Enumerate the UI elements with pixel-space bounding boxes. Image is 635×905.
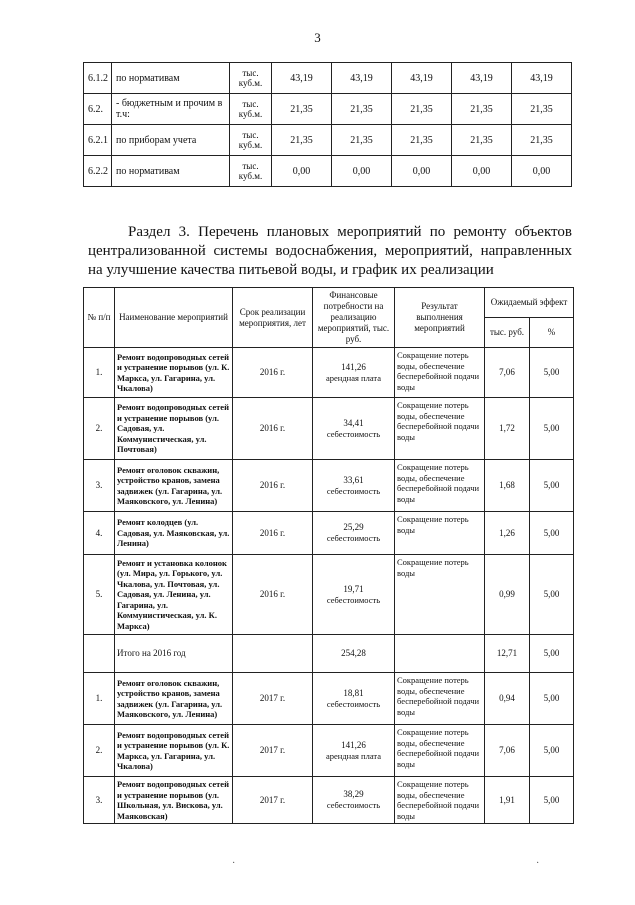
total-pct: 5,00 xyxy=(530,635,574,673)
row-unit: тыс. куб.м. xyxy=(230,156,272,187)
row-value: 0,00 xyxy=(452,156,512,187)
total-empty xyxy=(84,635,115,673)
total-empty xyxy=(395,635,485,673)
measure-name: Ремонт оголовок скважин, устройство кранов, замена задвижек (ул. Гагарина, ул. Маяковского, ул. Ленина) xyxy=(115,460,233,512)
header-term: Срок реализации мероприятия, лет xyxy=(233,288,313,348)
table-row xyxy=(84,673,574,725)
effect-rub: 0,94 xyxy=(485,673,530,725)
measure-number: 4. xyxy=(84,512,115,555)
table-row xyxy=(84,348,574,398)
total-row xyxy=(84,635,574,673)
effect-pct: 5,00 xyxy=(530,348,574,398)
table-row xyxy=(84,460,574,512)
measure-term: 2016 г. xyxy=(233,460,313,512)
row-value: 21,35 xyxy=(272,125,332,156)
table-row xyxy=(84,125,572,156)
finance-amount: 25,29 xyxy=(343,522,364,532)
finance-amount: 19,71 xyxy=(343,583,364,594)
finance-amount: 18,81 xyxy=(343,687,364,698)
measure-result: Сокращение потерь воды, обеспечение бесперебойной подачи воды xyxy=(395,725,485,777)
measure-name: Ремонт водопроводных сетей и устранение порывов (ул. Садовая, ул. Коммунистическая, ул. Почтовая) xyxy=(115,398,233,460)
measures-table xyxy=(83,287,574,824)
measure-number: 1. xyxy=(84,348,115,398)
row-value: 43,19 xyxy=(332,63,392,94)
measure-name: Ремонт и установка колонок (ул. Мира, ул. Горького, ул. Чкалова, ул. Почтовая, ул. Садовая, ул. Ленина, ул. Гагарина, ул. Коммунистическая, ул. К. Маркса) xyxy=(115,555,233,635)
row-value: 21,35 xyxy=(392,94,452,125)
table-row xyxy=(84,777,574,824)
row-value: 21,35 xyxy=(272,94,332,125)
header-effect-rub: тыс. руб. xyxy=(485,318,530,348)
finance-source: арендная плата xyxy=(326,750,381,761)
section-heading: Раздел 3. Перечень плановых мероприятий по ремонту объектов централизованной системы водоснабжения, мероприятий, направленных на улучшение качества питьевой воды, и график их реализации xyxy=(88,224,572,278)
measure-finance xyxy=(313,512,395,555)
measure-number: 3. xyxy=(84,460,115,512)
header-no: № п/п xyxy=(84,288,115,348)
row-value: 43,19 xyxy=(512,63,572,94)
measure-finance xyxy=(313,555,395,635)
measure-term: 2017 г. xyxy=(233,673,313,725)
row-value: 21,35 xyxy=(452,125,512,156)
row-value: 21,35 xyxy=(332,125,392,156)
measure-name: Ремонт колодцев (ул. Садовая, ул. Маяковская, ул. Ленина) xyxy=(115,512,233,555)
table-row xyxy=(84,94,572,125)
row-number: 6.1.2 xyxy=(84,63,112,94)
effect-pct: 5,00 xyxy=(530,460,574,512)
measure-result: Сокращение потерь воды, обеспечение бесперебойной подачи воды xyxy=(395,460,485,512)
row-value: 43,19 xyxy=(452,63,512,94)
total-empty xyxy=(233,635,313,673)
row-number: 6.2. xyxy=(84,94,112,125)
row-number: 6.2.2 xyxy=(84,156,112,187)
row-name: по нормативам xyxy=(112,156,230,187)
measure-name: Ремонт оголовок скважин, устройство кранов, замена задвижек (ул. Гагарина, ул. Маяковского, ул. Ленина) xyxy=(115,673,233,725)
finance-source: себестоимость xyxy=(326,428,381,439)
finance-amount: 34,41 xyxy=(343,417,364,428)
measure-finance xyxy=(313,725,395,777)
finance-source: себестоимость xyxy=(326,800,381,810)
table-row xyxy=(84,512,574,555)
total-rub: 12,71 xyxy=(485,635,530,673)
row-unit: тыс. куб.м. xyxy=(230,125,272,156)
measure-term: 2016 г. xyxy=(233,555,313,635)
header-name: Наименование мероприятий xyxy=(115,288,233,348)
measure-term: 2017 г. xyxy=(233,725,313,777)
page-number: 3 xyxy=(314,30,321,45)
total-label: Итого на 2016 год xyxy=(115,635,233,673)
finance-amount: 141,26 xyxy=(341,361,366,372)
effect-pct: 5,00 xyxy=(530,673,574,725)
measure-finance xyxy=(313,398,395,460)
row-value: 0,00 xyxy=(332,156,392,187)
header-finance: Финансовые потребности на реализацию мероприятий, тыс. руб. xyxy=(313,288,395,348)
measure-number: 2. xyxy=(84,725,115,777)
measure-name: Ремонт водопроводных сетей и устранение порывов (ул. К. Маркса, ул. Гагарина, ул. Чкалова) xyxy=(115,348,233,398)
header-result: Результат выполнения мероприятий xyxy=(395,288,485,348)
finance-amount: 141,26 xyxy=(341,739,366,750)
row-value: 43,19 xyxy=(392,63,452,94)
table-row xyxy=(84,156,572,187)
measure-number: 5. xyxy=(84,555,115,635)
row-name: по приборам учета xyxy=(112,125,230,156)
effect-pct: 5,00 xyxy=(530,398,574,460)
measure-name: Ремонт водопроводных сетей и устранение порывов (ул. К. Маркса, ул. Гагарина, ул. Чкалова) xyxy=(115,725,233,777)
finance-source: себестоимость xyxy=(326,485,381,496)
measure-number: 3. xyxy=(84,777,115,824)
measure-finance xyxy=(313,460,395,512)
header-effect-pct: % xyxy=(530,318,574,348)
measure-number: 2. xyxy=(84,398,115,460)
effect-rub: 1,72 xyxy=(485,398,530,460)
measure-finance xyxy=(313,777,395,824)
table-row xyxy=(84,555,574,635)
row-value: 0,00 xyxy=(272,156,332,187)
finance-source: себестоимость xyxy=(326,594,381,605)
effect-pct: 5,00 xyxy=(530,512,574,555)
finance-amount: 38,29 xyxy=(343,789,364,799)
row-value: 21,35 xyxy=(452,94,512,125)
measure-result: Сокращение потерь воды, обеспечение бесперебойной подачи воды xyxy=(395,348,485,398)
measure-finance xyxy=(313,348,395,398)
measure-result: Сокращение потерь воды xyxy=(395,555,485,635)
effect-rub: 7,06 xyxy=(485,725,530,777)
row-name: - бюджетным и прочим в т.ч: xyxy=(112,94,230,125)
effect-pct: 5,00 xyxy=(530,725,574,777)
row-value: 21,35 xyxy=(392,125,452,156)
effect-rub: 1,68 xyxy=(485,460,530,512)
row-value: 21,35 xyxy=(332,94,392,125)
table-row xyxy=(84,63,572,94)
scan-mark: · xyxy=(536,858,540,869)
measure-result: Сокращение потерь воды, обеспечение бесперебойной подачи воды xyxy=(395,777,485,824)
scan-mark: · xyxy=(232,858,236,869)
measure-name: Ремонт водопроводных сетей и устранение порывов (ул. Школьная, ул. Вискова, ул. Маяковская) xyxy=(115,777,233,824)
row-name: по нормативам xyxy=(112,63,230,94)
total-amount: 254,28 xyxy=(313,635,395,673)
row-value: 21,35 xyxy=(512,125,572,156)
effect-pct: 5,00 xyxy=(530,555,574,635)
effect-rub: 0,99 xyxy=(485,555,530,635)
measure-term: 2016 г. xyxy=(233,512,313,555)
measure-term: 2016 г. xyxy=(233,348,313,398)
row-value: 0,00 xyxy=(392,156,452,187)
row-unit: тыс. куб.м. xyxy=(230,63,272,94)
measure-term: 2016 г. xyxy=(233,398,313,460)
measure-result: Сокращение потерь воды xyxy=(395,512,485,555)
row-value: 43,19 xyxy=(272,63,332,94)
table-row xyxy=(84,398,574,460)
effect-pct: 5,00 xyxy=(530,777,574,824)
effect-rub: 7,06 xyxy=(485,348,530,398)
effect-rub: 1,91 xyxy=(485,777,530,824)
measure-result: Сокращение потерь воды, обеспечение бесперебойной подачи воды xyxy=(395,673,485,725)
row-number: 6.2.1 xyxy=(84,125,112,156)
header-effect: Ожидаемый эффект xyxy=(485,288,574,318)
table-row xyxy=(84,725,574,777)
row-value: 21,35 xyxy=(512,94,572,125)
finance-amount: 33,61 xyxy=(343,474,364,485)
measure-term: 2017 г. xyxy=(233,777,313,824)
row-unit: тыс. куб.м. xyxy=(230,94,272,125)
measure-finance xyxy=(313,673,395,725)
effect-rub: 1,26 xyxy=(485,512,530,555)
measure-result: Сокращение потерь воды, обеспечение бесперебойной подачи воды xyxy=(395,398,485,460)
finance-source: арендная плата xyxy=(326,372,381,383)
measure-number: 1. xyxy=(84,673,115,725)
finance-source: себестоимость xyxy=(326,533,381,543)
finance-source: себестоимость xyxy=(326,698,381,709)
row-value: 0,00 xyxy=(512,156,572,187)
consumption-table xyxy=(83,62,572,187)
